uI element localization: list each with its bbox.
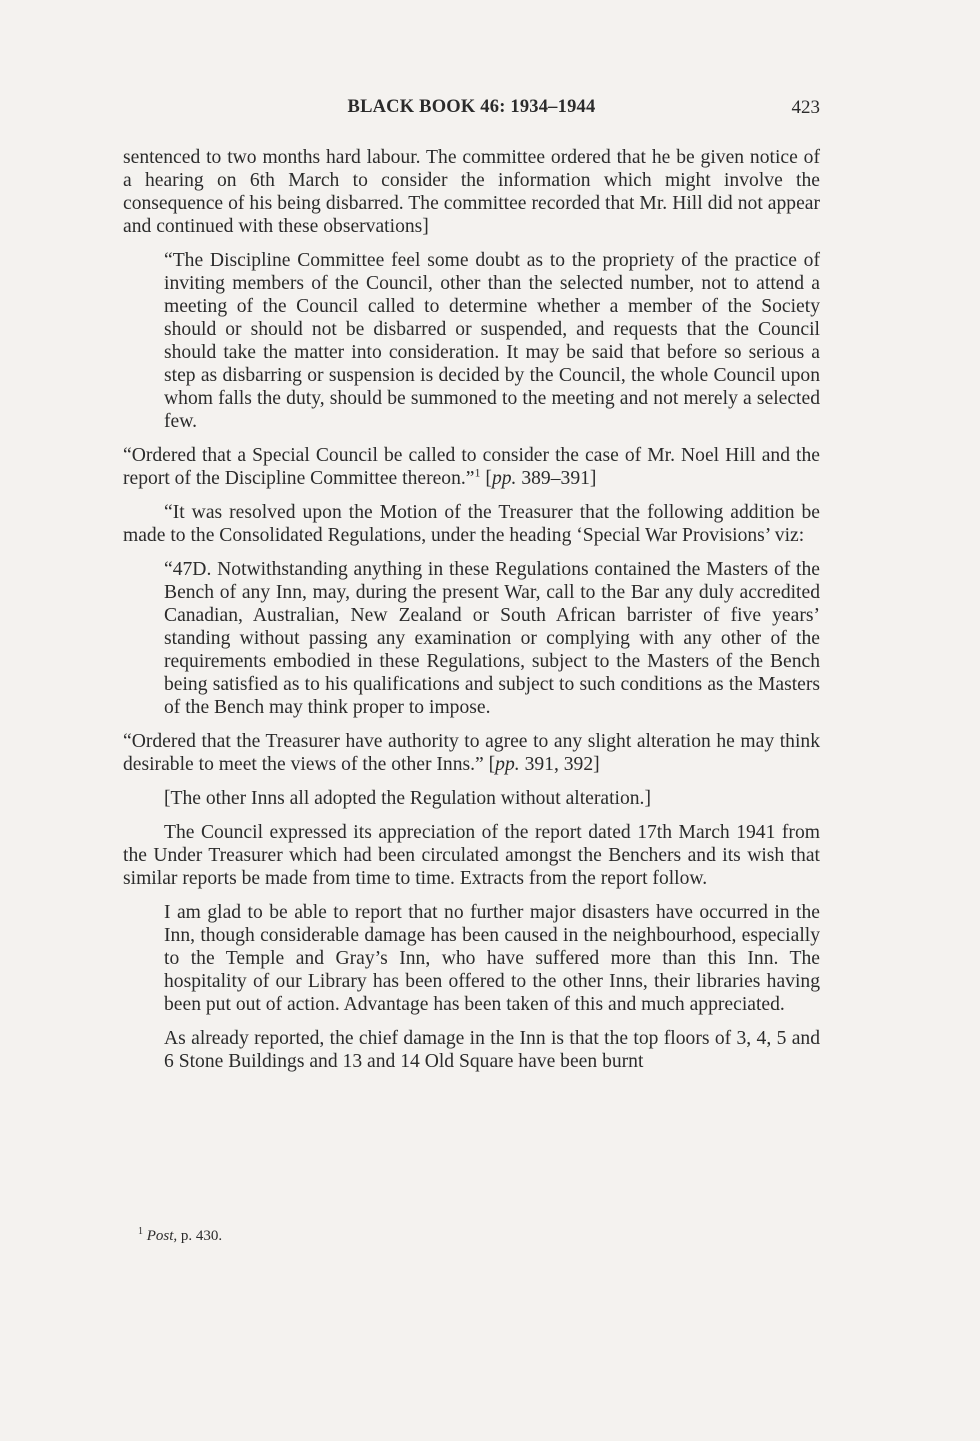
block-quote: I am glad to be able to report that no further major disasters have occurred in the Inn, though considerable damage has been caused in the neighbourhood, especially to the Temple and Gray’s Inn, who have suffered more than this Inn. The hospitality of our Library has been offered to the other Inns, their libraries having been put out of action. Advantage has been taken of this and much appreciated. [164, 902, 820, 1015]
paragraph: “It was resolved upon the Motion of the Treasurer that the following addition be made to the Consolidated Regulations, under the heading ‘Special War Provisions’ viz: [123, 502, 820, 546]
paragraph [123, 730, 820, 776]
footnote-marker: 1 [138, 1226, 143, 1237]
block-quote: As already reported, the chief damage in the Inn is that the top floors of 3, 4, 5 and 6 Stone Buildings and 13 and 14 Old Square have been burnt [164, 1028, 820, 1072]
running-head [123, 96, 820, 120]
paragraph-text: “Ordered that a Special Council be called to consider the case of Mr. Noel Hill and the report of the Discipline Committee thereon.” [123, 445, 820, 489]
block-quote: “The Discipline Committee feel some doubt as to the propriety of the practice of inviting members of the Council, other than the selected number, not to attend a meeting of the Council called to determine whether a member of the Society should or should not be disbarred or suspended, and requests that the Council should take the matter into consideration. It may be said that before so serious a step as disbarring or suspension is decided by the Council, the whole Council upon whom falls the duty, should be summoned to the meeting and not merely a selected few. [164, 250, 820, 432]
running-title: BLACK BOOK 46: 1934–1944 [347, 97, 596, 117]
editorial-note: [The other Inns all adopted the Regulation without alteration.] [164, 788, 651, 809]
footnote-italic: Post, [146, 1228, 178, 1244]
paragraph: sentenced to two months hard labour. The committee ordered that he be given notice of a hearing on 6th March to consider the information which might involve the consequence of his being disbarred. The committee recorded that Mr. Hill did not appear and continued with these observations] [123, 147, 820, 237]
footnote-marker: 1 [474, 465, 481, 480]
paragraph-text: “Ordered that the Treasurer have authority to agree to any slight alteration he may think desirable to meet the views of the other Inns.” [123, 731, 820, 775]
page-number: 423 [791, 97, 820, 118]
footnote [138, 1225, 222, 1248]
page-reference: [pp. 391, 392] [488, 754, 600, 775]
page-reference: [pp. 389–391] [485, 468, 597, 489]
paragraph [123, 444, 820, 490]
footnote-text: p. 430. [177, 1228, 223, 1244]
paragraph: The Council expressed its appreciation of the report dated 17th March 1941 from the Under Treasurer which had been circulated amongst the Benchers and its wish that similar reports be made from time to time. Extracts from the report follow. [123, 822, 820, 889]
body-text [123, 146, 820, 1084]
block-quote: “47D. Notwithstanding anything in these Regulations contained the Masters of the Bench of any Inn, may, during the present War, call to the Bar any duly accredited Canadian, Australian, New Zealand or South African barrister of five years’ standing without passing any examination or complying with any other of the requirements embodied in these Regulations, subject to the Masters of the Bench being satisfied as to his qualifications and subject to such conditions as the Masters of the Bench may think proper to impose. [164, 559, 820, 718]
